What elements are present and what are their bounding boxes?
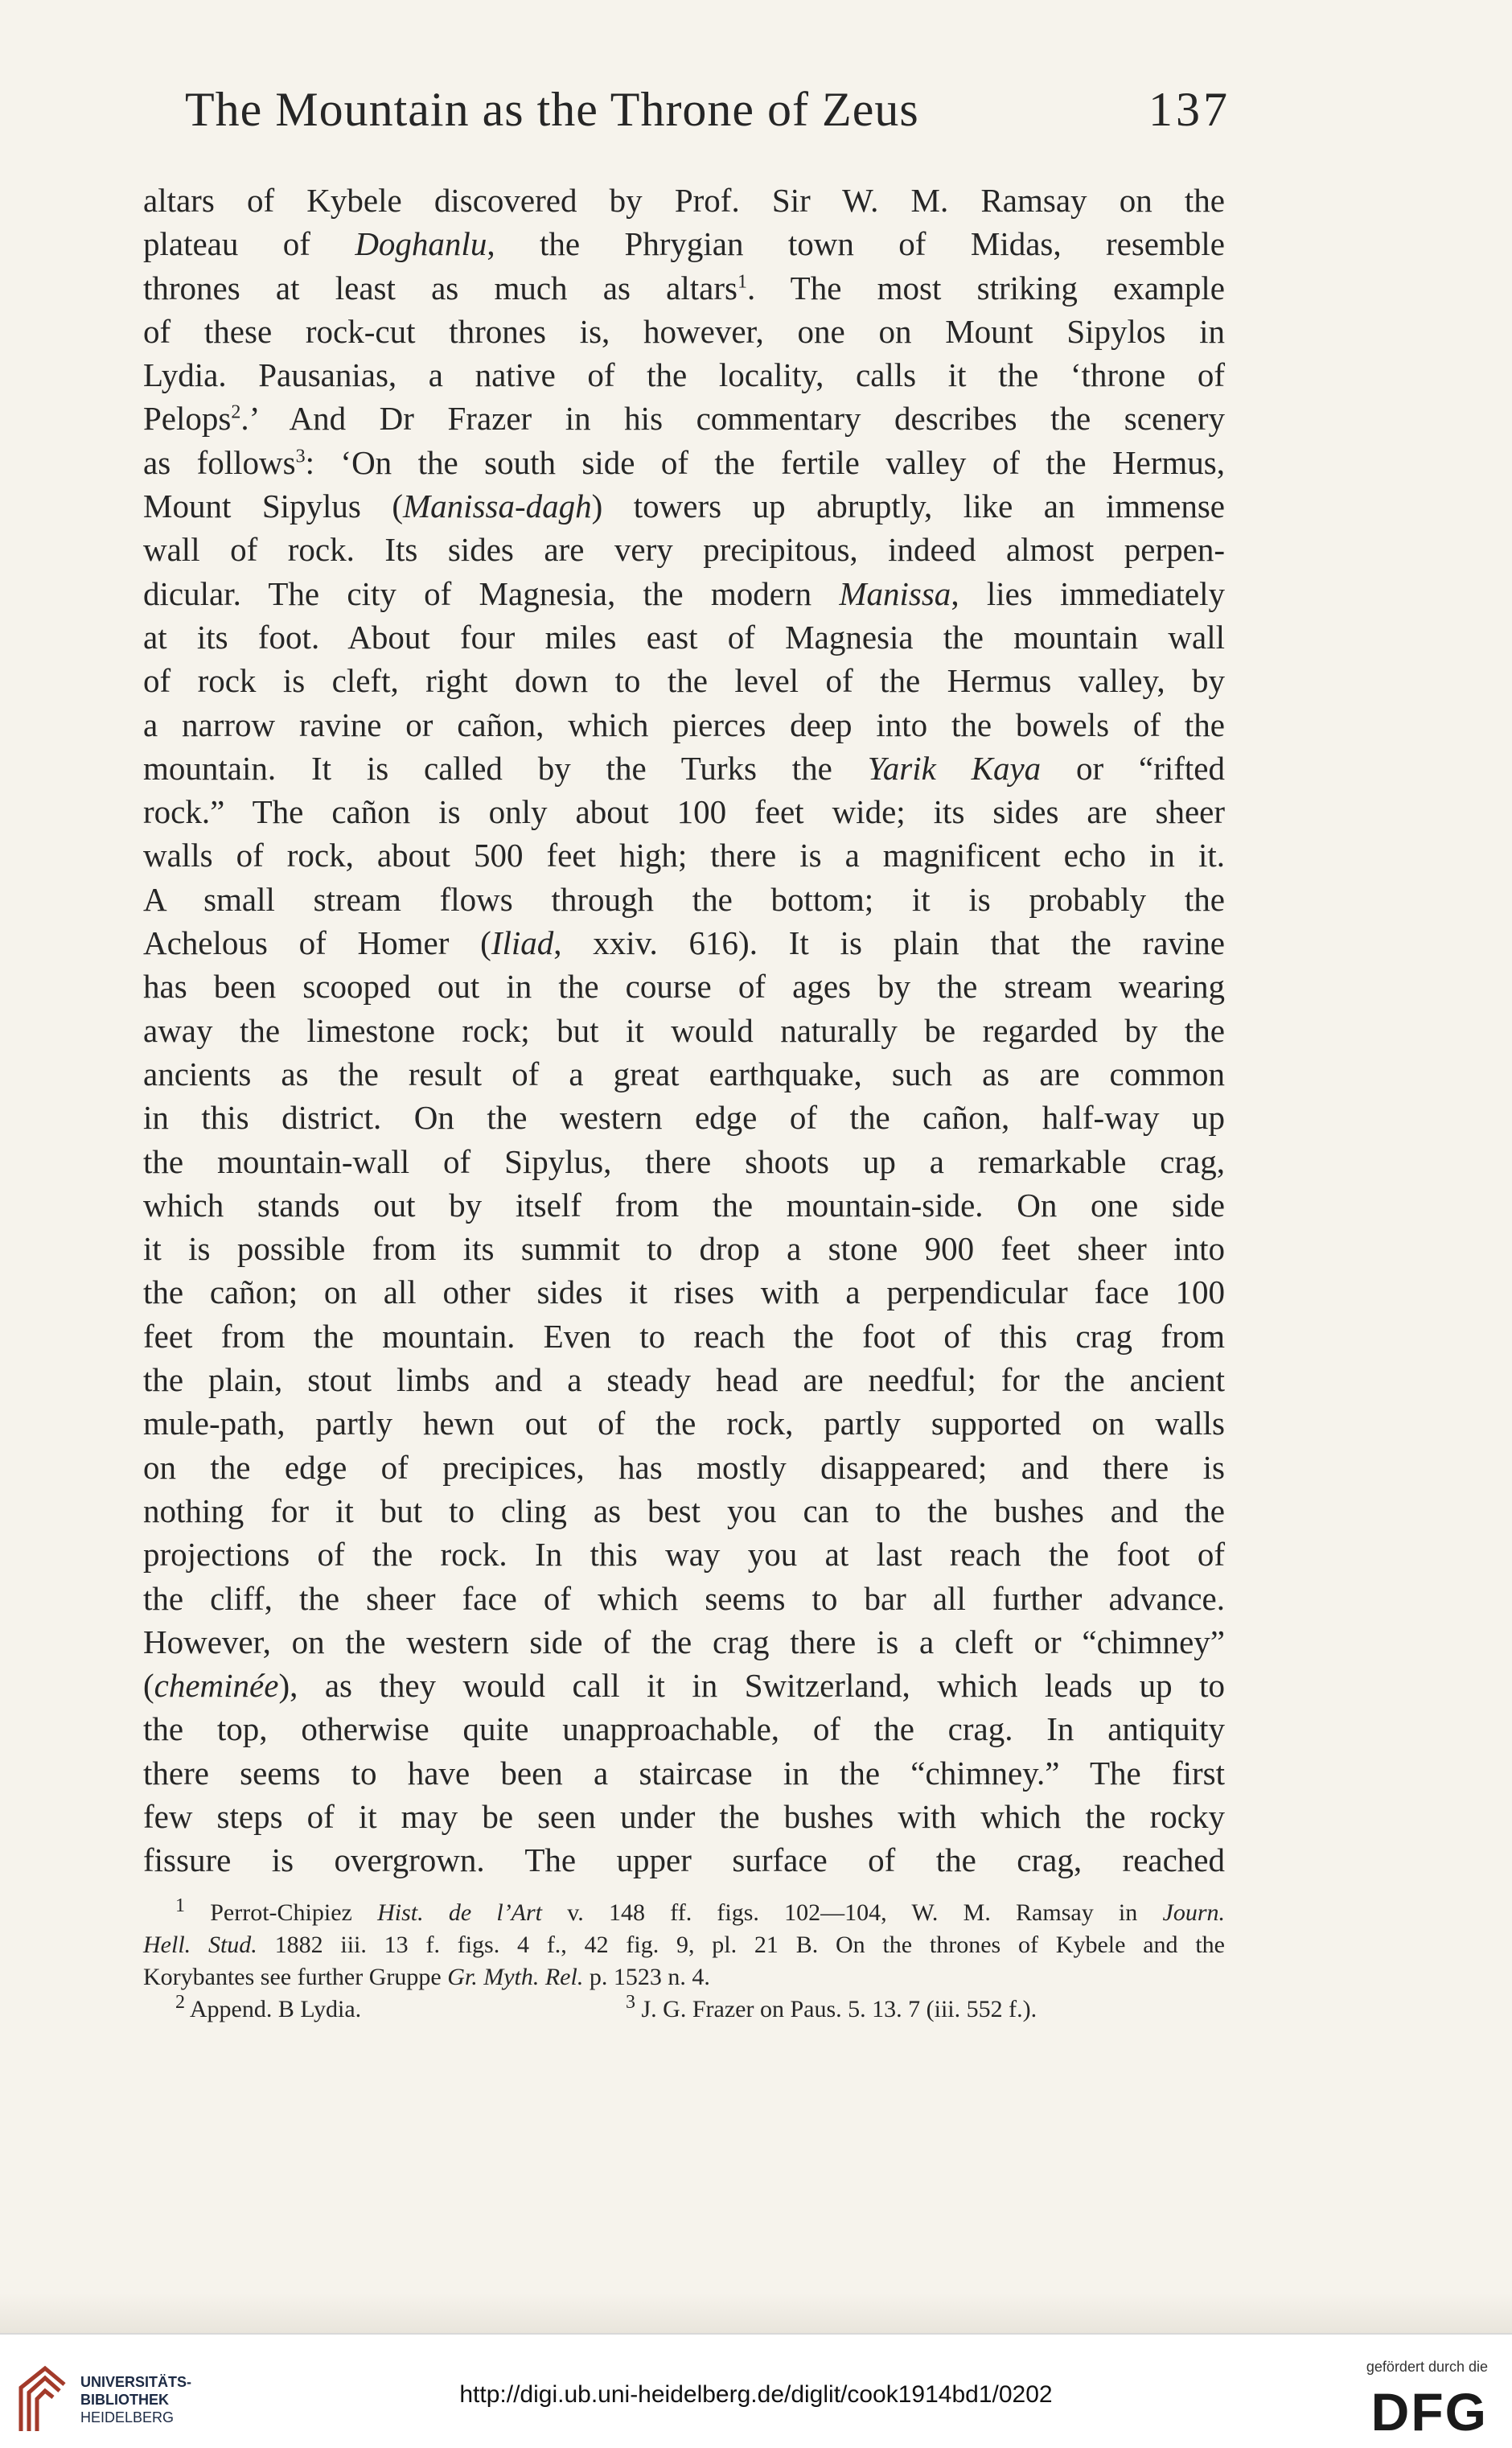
footnote-1-line-2: Hell. Stud. 1882 iii. 13 f. figs. 4 f., 42 fig. 9, pl. 21 B. On the thrones of Kybele and the [143,1932,1225,1958]
body-line: dicular. The city of Magnesia, the modern Manissa, lies immediately [143,574,1225,612]
body-line: at its foot. About four miles east of Magnesia the mountain wall [143,618,1225,656]
body-line: Pelops$^2$.’ And Dr Frazer in his commentary describes the scenery [143,400,1225,438]
body-line: a narrow ravine or cañon, which pierces deep into the bowels of the [143,706,1225,743]
footnote-1-line-1: $^1$ Perrot-Chipiez Hist. de l’Art v. 148 ff. figs. 102—104, W. M. Ramsay in Journ. [175,1895,1225,1926]
body-line: which stands out by itself from the mountain-side. On one side [143,1186,1225,1224]
body-line: wall of rock. Its sides are very precipitous, indeed almost perpen- [143,531,1225,569]
body-line: feet from the mountain. Even to reach the foot of this crag from [143,1317,1225,1355]
scan-edge [0,2293,1512,2333]
body-line: Lydia. Pausanias, a native of the locality, calls it the ‘throne of [143,356,1225,394]
body-line: walls of rock, about 500 feet high; there is a magnificent echo in it. [143,837,1225,874]
body-line: of these rock-cut thrones is, however, one on Mount Sipylos in [143,312,1225,350]
funded-by-label: gefördert durch die [1366,2359,1488,2375]
body-line: However, on the western side of the crag there is a cleft or “chimney” [143,1623,1225,1660]
body-line: in this district. On the western edge of the cañon, half-way up [143,1099,1225,1137]
footnotes [143,1897,1225,2026]
body-line: the plain, stout limbs and a steady head are needful; for the ancient [143,1361,1225,1399]
body-line: mule-path, partly hewn out of the rock, partly supported on walls [143,1405,1225,1442]
page-header [185,82,1231,154]
footnotes-2-3-row [143,1993,1225,2026]
body-line: of rock is cleft, right down to the level of the Hermus valley, by [143,662,1225,700]
running-title: The Mountain as the Throne of Zeus [185,83,919,136]
body-line: it is possible from its summit to drop a stone 900 feet sheer into [143,1230,1225,1268]
body-line: ancients as the result of a great earthquake, such as are common [143,1055,1225,1092]
body-line: as follows$^3$: ‘On the south side of the fertile valley of the Hermus, [143,443,1226,481]
body-line: the mountain-wall of Sipylus, there shoots up a remarkable crag, [143,1142,1225,1180]
body-line: altars of Kybele discovered by Prof. Sir W. M. Ramsay on the [143,182,1225,219]
body-line: on the edge of precipices, has mostly disappeared; and there is [143,1448,1225,1486]
body-line: fissure is overgrown. The upper surface of the crag, reached [143,1841,1225,1879]
body-line: has been scooped out in the course of ages by the stream wearing [143,968,1225,1006]
body-line: projections of the rock. In this way you at last reach the foot of [143,1536,1225,1574]
footnote-2: $^2$ Append. B Lydia. [175,1992,362,2022]
body-line: A small stream flows through the bottom; it is probably the [143,880,1225,918]
body-line: Achelous of Homer (Iliad, xxiv. 616). It is plain that the ravine [143,924,1225,962]
body-line: the top, otherwise quite unapproachable, of the crag. In antiquity [143,1710,1225,1748]
library-name: UNIVERSITÄTS- BIBLIOTHEK HEIDELBERG [80,2374,192,2425]
body-text [143,179,1225,1882]
body-line: away the limestone rock; but it would naturally be regarded by the [143,1011,1225,1049]
body-line: Mount Sipylus (Manissa-dagh) towers up abruptly, like an immense [143,488,1225,525]
footnote-1-line-3: Korybantes see further Gruppe Gr. Myth. Rel. p. 1523 n. 4. [143,1964,710,1990]
permalink-url[interactable]: http://digi.ub.uni-heidelberg.de/diglit/cook1914bd1/0202 [459,2381,1053,2408]
dfg-logo: DFG [1370,2382,1488,2442]
body-line: nothing for it but to cling as best you can to the bushes and the [143,1491,1225,1529]
body-line: rock.” The cañon is only about 100 feet wide; its sides are sheer [143,793,1225,831]
body-line: (cheminée), as they would call it in Switzerland, which leads up to [143,1667,1225,1705]
page-number: 137 [1148,83,1231,136]
footnote-3: $^3$ J. G. Frazer on Paus. 5. 13. 7 (iii. 552 f.). [626,1992,1037,2022]
body-line: thrones at least as much as altars$^1$. The most striking example [143,269,1225,307]
body-line: there seems to have been a staircase in the “chimney.” The first [143,1754,1225,1792]
body-line: plateau of Doghanlu, the Phrygian town of Midas, resemble [143,225,1225,263]
body-line: the cliff, the sheer face of which seems to bar all further advance. [143,1579,1225,1617]
body-line: the cañon; on all other sides it rises with a perpendicular face 100 [143,1273,1225,1311]
body-line: mountain. It is called by the Turks the Yarik Kaya or “rifted [143,749,1225,787]
body-line: few steps of it may be seen under the bushes with which the rocky [143,1797,1225,1835]
digitization-footer [0,2333,1512,2448]
